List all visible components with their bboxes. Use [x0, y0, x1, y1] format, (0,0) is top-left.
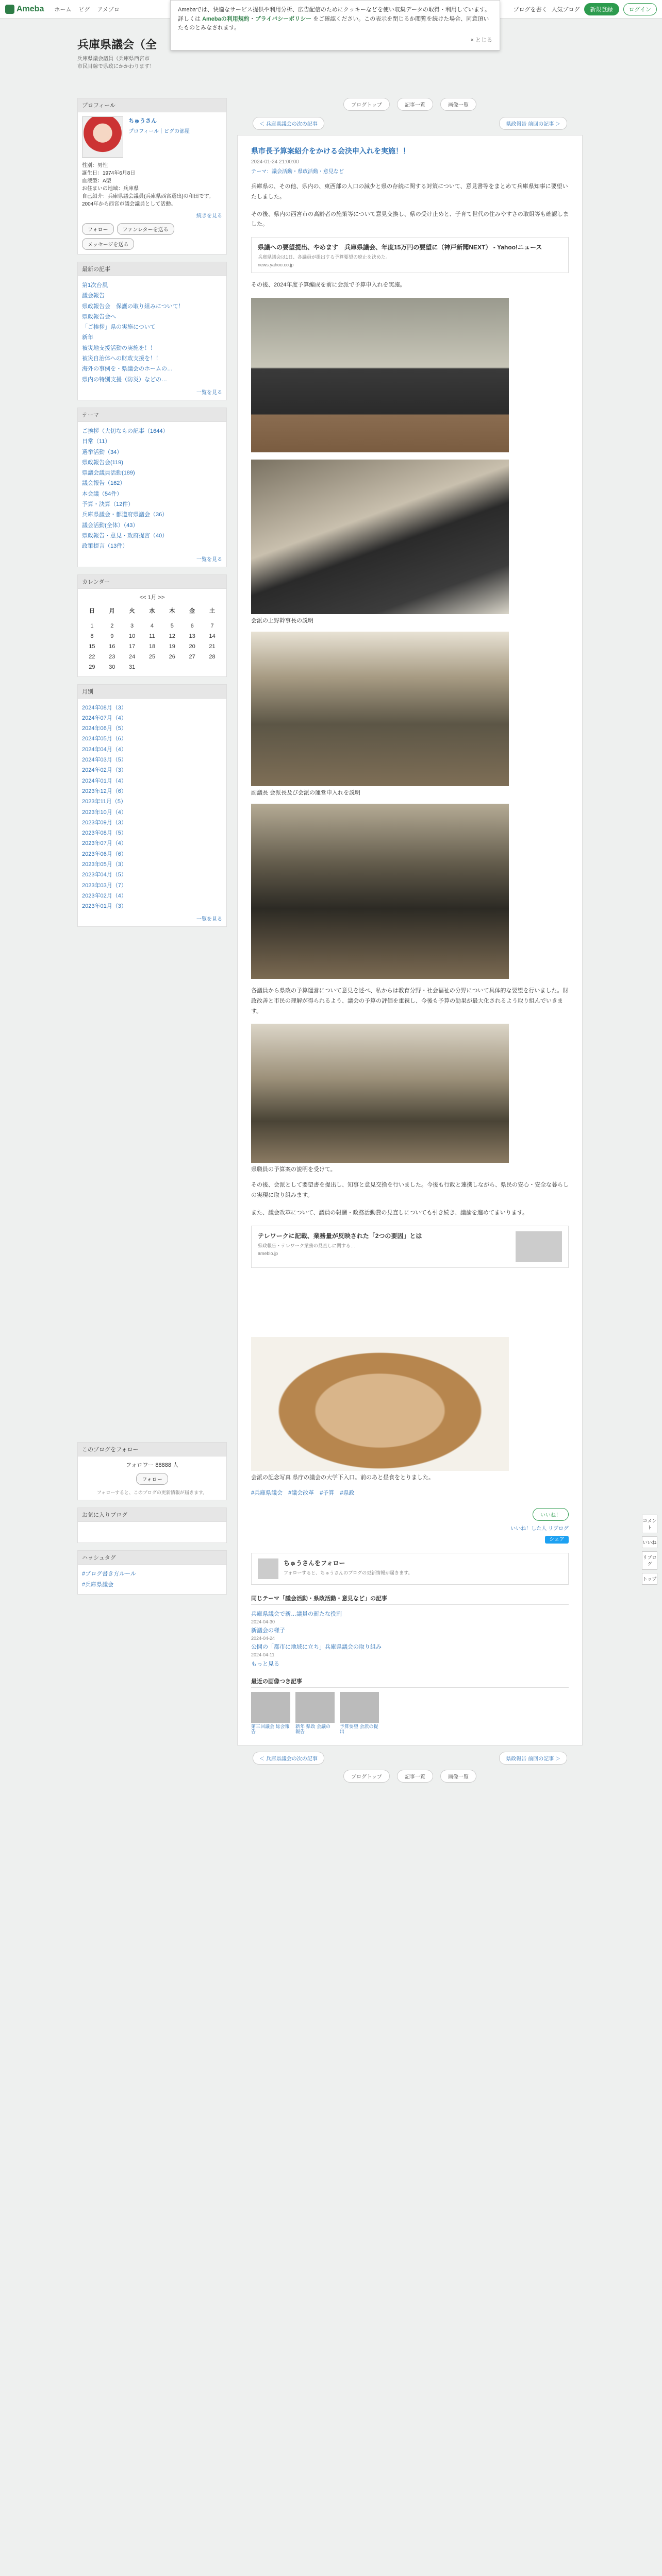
ameba-logo[interactable] [5, 5, 44, 14]
calendar-day: 31 [128, 664, 136, 670]
entry-list-button[interactable]: 記事一覧 [397, 98, 433, 111]
prev-entry-link[interactable]: ＜ 兵庫県議会の次の記事 [253, 117, 324, 130]
archive-item[interactable]: 2023年08月（5） [82, 830, 127, 837]
archive-head: 月別 [78, 685, 226, 699]
same-theme-date: 2024-04-30 [251, 1619, 275, 1624]
theme-item[interactable]: 予算・決算（12件） [82, 501, 134, 508]
archive-item[interactable]: 2023年05月（3） [82, 861, 127, 868]
calendar-day [182, 617, 202, 621]
follow-button[interactable]: フォロー [136, 1473, 168, 1485]
calendar-day: 29 [89, 664, 95, 670]
calendar-day: 4 [150, 622, 154, 629]
same-theme-item[interactable]: 公開の「都市に地域に立ち」兵庫県議会の取り組み [251, 1643, 382, 1650]
calendar-day: 2 [110, 622, 114, 629]
fanletter-button[interactable]: ファンレターを送る [117, 223, 174, 235]
recent-item[interactable]: 海外の事例を・県議会のホームの… [82, 366, 173, 372]
entry-list-button[interactable]: 記事一覧 [397, 1770, 433, 1783]
image-list-button[interactable]: 画像一覧 [440, 1770, 476, 1783]
archive-item[interactable]: 2024年03月（5） [82, 757, 127, 764]
archive-more-link[interactable]: 一覧を見る [196, 917, 222, 923]
follow-card-name: ちゅうさんをフォロー [284, 1559, 345, 1567]
hashtag-item[interactable]: #兵庫県議会 [82, 1581, 114, 1588]
calendar-day: 9 [110, 633, 114, 639]
popular-blog-link[interactable]: 人気ブログ [551, 6, 580, 13]
photo-meeting-room[interactable] [251, 1024, 509, 1163]
calendar-day: 11 [149, 633, 155, 639]
photo-meeting-room[interactable] [251, 632, 509, 786]
article-paragraph: その後、県内の西宮市の高齢者の施策等について意見交換し、県の受け止めと、子育て世代の住みやすさの取組等も確認しました。 [251, 211, 569, 228]
pager [237, 117, 583, 130]
photo-lunch[interactable] [251, 1337, 509, 1471]
theme-box [77, 408, 227, 567]
calendar-day [102, 617, 122, 621]
hashtag-item[interactable]: #ブログ書き方ルール [82, 1571, 136, 1578]
blog-top-button[interactable]: ブログトップ [343, 1770, 390, 1783]
archive-item[interactable]: 2023年10月（4） [82, 809, 127, 816]
theme-item[interactable]: 県政報告・意見・政府提言（40） [82, 532, 168, 539]
calendar-day: 24 [128, 653, 136, 660]
calendar-day: 7 [210, 622, 214, 629]
same-theme-more[interactable]: もっと見る [251, 1660, 279, 1667]
hashtag-box [77, 1550, 227, 1595]
link-card[interactable] [251, 1226, 569, 1268]
link-card-thumbnail [516, 1231, 562, 1262]
notice-text: Amebaでは、快適なサービス提供や利用分析、広告配信のためにクッキーなどを使い収集データの取得・利用しています。詳しくは [178, 7, 490, 22]
calendar-day: 14 [209, 633, 216, 639]
article-caption: その後、2024年度予算編成を前に会派で予算申入れを実施。 [251, 282, 406, 289]
profile-name[interactable]: ちゅうさん [128, 118, 157, 124]
calendar-day: 6 [190, 622, 194, 629]
blog-nav [237, 98, 583, 111]
article [237, 135, 583, 1745]
login-button[interactable]: ログイン [623, 3, 657, 15]
calendar-day: 23 [109, 653, 115, 660]
archive-item[interactable]: 2024年05月（6） [82, 736, 127, 742]
profile-more-link[interactable]: 続きを見る [196, 213, 222, 219]
follow-note: フォローすると、このブログの更新情報が届きます。 [96, 1490, 208, 1496]
nav-home[interactable]: ホーム [54, 6, 72, 13]
nav-ameblo[interactable]: アメブロ [97, 6, 120, 13]
pager-bottom [237, 1752, 583, 1765]
calendar-prev-icon[interactable]: << [139, 594, 146, 601]
calendar-day: 19 [169, 643, 175, 650]
calendar-day: 18 [148, 643, 156, 650]
avatar[interactable] [82, 116, 123, 158]
recent-item[interactable]: 県政報告会 保護の取り組みについて！ [82, 303, 184, 310]
float-like-button[interactable]: いいね [642, 1536, 657, 1548]
theme-item[interactable]: ご挨拶（大切なもの記事（1644） [82, 428, 169, 434]
recent-images-section [251, 1677, 569, 1735]
image-thumb-title: 新年 県政 会議の報告 [295, 1723, 331, 1735]
link-card[interactable] [251, 237, 569, 273]
archive-item[interactable]: 2023年04月（5） [82, 872, 127, 878]
follow-head: このブログをフォロー [78, 1443, 226, 1456]
archive-item[interactable]: 2024年08月（3） [82, 704, 127, 711]
calendar-day: 22 [89, 653, 95, 660]
blog-title[interactable]: 兵庫県議会（全 [77, 38, 157, 51]
share-button[interactable]: シェア [545, 1536, 569, 1544]
calendar-day: 26 [169, 653, 175, 660]
calendar-day [122, 617, 142, 621]
archive-item[interactable]: 2023年09月（3） [82, 819, 127, 826]
privacy-link[interactable]: プライバシーポリシー [255, 15, 312, 22]
favorite-blogs-head: お気に入りブログ [78, 1508, 226, 1522]
calendar-day: 8 [90, 633, 94, 639]
archive-item[interactable]: 2023年03月（7） [82, 882, 127, 889]
archive-item[interactable]: 2023年06月（6） [82, 851, 127, 857]
top-bar-right [514, 3, 657, 15]
next-entry-link[interactable]: 県政報告 前回の記事 ＞ [499, 117, 567, 130]
same-theme-item[interactable]: 兵庫県議会で新…議員の新たな役割 [251, 1611, 342, 1617]
prev-entry-link[interactable]: ＜ 兵庫県議会の次の記事 [253, 1752, 324, 1765]
calendar-day [182, 662, 202, 672]
next-entry-link[interactable]: 県政報告 前回の記事 ＞ [499, 1752, 567, 1765]
archive-item[interactable]: 2023年12月（6） [82, 788, 127, 794]
recent-item[interactable]: 「ご挨拶」県の実施について [82, 324, 156, 331]
calendar-day: 15 [89, 643, 95, 650]
calendar-month: 1月 [147, 594, 157, 601]
calendar-day: 16 [109, 643, 115, 650]
link-card-sub: 兵庫県議会は1日、各議員が提出する予算要望の廃止を決めた。 [258, 255, 391, 260]
same-theme-head: 同じテーマ「議会活動・県政活動・意見など」の記事 [251, 1594, 569, 1605]
same-theme-date: 2024-04-24 [251, 1635, 275, 1641]
blog-description: 兵庫県議会議員（兵庫県西宮市 市民目線で県政にかかわります！ [77, 56, 155, 70]
theme-item[interactable]: 本会議（54件） [82, 490, 123, 497]
terms-link[interactable]: Amebaの利用規約 [202, 15, 250, 22]
calendar-head: カレンダー [78, 575, 226, 589]
calendar-day: 13 [189, 633, 195, 639]
follow-card-sub: フォローすると、ちゅうさんのブログの更新情報が届きます。 [284, 1570, 413, 1575]
theme-item[interactable]: 兵庫県議会・都道府県議会（36） [82, 512, 168, 518]
theme-item[interactable]: 議会報告（162） [82, 480, 126, 487]
link-card-source: news.yahoo.co.jp [258, 262, 294, 268]
notice-close-button[interactable]: × とじる [470, 37, 492, 43]
calendar-day [202, 662, 222, 672]
profile-text: 性別：男性 誕生日：1974年6月8日 血液型：A型 お住まいの地域：兵庫県 自己紹介：兵庫県議会議員(兵庫県西宮選出)の和田です。2004年から西宮市議会議員として活動。 [82, 163, 214, 207]
calendar-weekday: 水 [149, 607, 155, 614]
calendar-day: 21 [209, 643, 216, 650]
calendar-day: 5 [170, 622, 174, 629]
calendar-day [162, 662, 182, 672]
photo-meeting-group[interactable] [251, 298, 509, 452]
nav-pigg[interactable]: ピグ [78, 6, 90, 13]
calendar-next-icon[interactable]: >> [158, 594, 165, 601]
same-theme-section [251, 1594, 569, 1668]
follow-card-avatar [258, 1558, 278, 1579]
theme-item[interactable]: 日常（11） [82, 438, 111, 445]
cookie-notice: Amebaでは、快適なサービス提供や利用分析、広告配信のためにクッキーなどを使い収集データの取得・利用しています。詳しくは Amebaの利用規約・プライバシーポリシー をご確認ください。この表示を閉じるか閲覧を続けた場合、同意頂いたものとみなされます。 × とじる [170, 0, 500, 50]
calendar-day [142, 662, 162, 672]
calendar-day: 27 [189, 653, 195, 660]
archive-item[interactable]: 2024年07月（4） [82, 715, 127, 721]
calendar-weekday: 土 [209, 607, 216, 614]
image-thumb-title: 第三回議会 総会報告 [251, 1723, 290, 1735]
theme-head: テーマ [78, 408, 226, 422]
article-paragraph: 各議員から県政の予算運営について意見を述べ、私からは教育分野・社会福祉の分野について具体的な要望を行いました。財政改善と市民の理解が得られるよう、議会の予算の評価を重視し、今後も予算の効果が最大化されるよう取り組んでいきます。 [251, 987, 569, 1014]
follower-count: フォロワー 88888 人 [125, 1462, 179, 1469]
archive-item[interactable]: 2024年06月（5） [82, 725, 127, 732]
theme-item[interactable]: 政策提言（13件） [82, 543, 128, 550]
calendar-day: 20 [189, 643, 195, 650]
image-list-button[interactable]: 画像一覧 [440, 98, 476, 111]
recent-item[interactable]: 県政報告会へ [82, 313, 116, 320]
archive-item[interactable]: 2024年02月（3） [82, 767, 127, 774]
article-theme[interactable]: テーマ：議会活動・県政活動・意見など [251, 169, 344, 175]
photo-caption: 副議長 会派長及び会派の運営申入れを説明 [251, 789, 361, 796]
article-paragraph: その後、会派として要望書を提出し、知事と意見交換を行いました。今後も行政と連携しながら、県民の安心・安全な暮らしの実現に取り組みます。 [251, 1182, 569, 1199]
calendar-weekday: 日 [89, 607, 95, 614]
liked-users-link[interactable]: いいね！した人 [510, 1526, 547, 1532]
float-comment-button[interactable]: コメント [642, 1515, 657, 1533]
calendar-day: 28 [209, 653, 216, 660]
article-paragraph: 兵庫県の、その他、県内の、東西部の人口の減少と県の存続に関する対策について、意見書等をまとめて兵庫県知事に要望いたしました。 [251, 183, 568, 200]
article-hashtags[interactable]: #兵庫県議会 #議会改革 #予算 #県政 [251, 1489, 355, 1496]
follow-card[interactable] [251, 1553, 569, 1585]
like-box [251, 1508, 569, 1543]
calendar-day [142, 617, 162, 621]
calendar-day [162, 617, 182, 621]
recent-more-link[interactable]: 一覧を見る [196, 389, 222, 396]
recent-images-head: 最近の画像つき記事 [251, 1677, 569, 1688]
calendar-day: 30 [109, 664, 115, 670]
image-thumb-title: 予算要望 会派の提出 [340, 1723, 378, 1735]
same-theme-date: 2024-04-11 [251, 1652, 275, 1657]
archive-item[interactable]: 2023年02月（4） [82, 892, 127, 899]
recent-item[interactable]: 新年 [82, 334, 93, 341]
photo-speaker[interactable] [251, 460, 509, 614]
recent-item[interactable]: 県内の特別支援（防災）などの… [82, 376, 167, 383]
favorite-blogs-box [77, 1507, 227, 1543]
article-title[interactable]: 県市長予算案紹介をかける会決申入れを実施！！ [251, 147, 410, 155]
photo-caption: 県職員の予算案の説明を受けて。 [251, 1166, 336, 1173]
profile-head: プロフィール [78, 98, 226, 112]
photo-caption: 会派の記念写真 県庁の議会の大学下入口。前のあと昼食をとりました。 [251, 1474, 435, 1481]
theme-item[interactable]: 選挙活動（34） [82, 449, 123, 455]
calendar-day: 25 [148, 653, 156, 660]
recent-box [77, 262, 227, 400]
image-thumb[interactable] [340, 1692, 379, 1735]
sidebar [77, 98, 227, 1602]
image-thumb[interactable] [251, 1692, 290, 1735]
floating-tools [642, 1515, 657, 1585]
archive-box [77, 684, 227, 927]
follow-box [77, 1442, 227, 1500]
main-column [237, 98, 583, 1789]
calendar-day [202, 617, 222, 621]
blog-top-button[interactable]: ブログトップ [343, 98, 390, 111]
calendar-box [77, 574, 227, 677]
theme-item[interactable]: 県政報告会(119) [82, 459, 123, 466]
profile-box [77, 98, 227, 255]
recent-head: 最新の記事 [78, 262, 226, 276]
article-paragraph: また、議会改革について、議員の報酬・政務活動費の見直しについても引き続き、議論を進めてまいります。 [251, 1209, 528, 1216]
archive-item[interactable]: 2023年11月（5） [82, 799, 127, 805]
calendar-day: 10 [128, 633, 136, 639]
calendar-day: 17 [128, 643, 136, 650]
write-blog-link[interactable]: ブログを書く [513, 6, 548, 13]
logo-mark-icon [5, 5, 14, 14]
same-theme-item[interactable]: 新議会の様子 [251, 1627, 285, 1634]
link-card-source: ameblo.jp [258, 1250, 278, 1256]
calendar-day [82, 617, 102, 621]
calendar-day: 1 [90, 622, 94, 629]
archive-item[interactable]: 2023年01月（3） [82, 903, 127, 910]
theme-item[interactable]: 県議会議員活動(189) [82, 470, 135, 477]
calendar-weekday: 金 [189, 607, 195, 614]
link-card-title: テレワークに記載、業務量が反映された「2つの要因」とは [258, 1232, 422, 1240]
calendar-day: 3 [130, 622, 134, 629]
top-nav [54, 5, 119, 13]
blog-nav-bottom [237, 1770, 583, 1783]
float-reblog-button[interactable]: リブログ [642, 1551, 657, 1570]
message-button[interactable]: メッセージを送る [82, 238, 134, 250]
archive-item[interactable]: 2023年07月（4） [82, 840, 127, 847]
like-button[interactable]: いいね！ [533, 1508, 569, 1521]
recent-item[interactable]: 被災地支援活動の実施を！！ [82, 345, 156, 351]
recent-item[interactable]: 被災自治体への財政支援を！！ [82, 355, 161, 362]
notice-text2: をご確認ください。この表示を閉じるか閲覧を続けた場合、同意頂いたものとみなされます。 [178, 15, 489, 31]
calendar-weekday: 月 [109, 607, 115, 614]
calendar-weekday: 木 [169, 607, 175, 614]
image-thumb[interactable] [295, 1692, 335, 1735]
archive-item[interactable]: 2024年04月（4） [82, 746, 127, 753]
reblog-link[interactable]: リブログ [548, 1526, 569, 1532]
logo-text: Ameba [16, 4, 44, 13]
theme-more-link[interactable]: 一覧を見る [196, 556, 222, 563]
calendar-day: 12 [169, 633, 175, 639]
recent-item[interactable]: 議会報告 [82, 293, 105, 299]
hashtag-head: ハッシュタグ [78, 1551, 226, 1565]
theme-item[interactable]: 議会活動(全体）（43） [82, 522, 139, 529]
link-card-sub: 県政報告・テレワーク業務の見直しに関する… [258, 1243, 355, 1248]
archive-item[interactable]: 2024年01月（4） [82, 777, 127, 784]
photo-meeting-room[interactable] [251, 804, 509, 979]
link-card-title: 県議への要望提出、やめます 兵庫県議会、年度15万円の要望に（神戸新聞NEXT） - Yahoo!ニュース [258, 244, 542, 251]
calendar-table [82, 604, 222, 672]
profile-links[interactable]: プロフィール｜ピグの部屋 [128, 129, 190, 134]
signup-button[interactable]: 新規登録 [584, 3, 619, 15]
float-top-button[interactable]: トップ [642, 1573, 657, 1585]
profile-follow-button[interactable]: フォロー [82, 223, 114, 235]
recent-item[interactable]: 第1次台風 [82, 282, 108, 289]
article-date: 2024-01-24 21:00:00 [251, 159, 299, 165]
photo-caption: 会派の上野幹事長の説明 [251, 617, 313, 624]
calendar-weekday: 火 [129, 607, 135, 614]
